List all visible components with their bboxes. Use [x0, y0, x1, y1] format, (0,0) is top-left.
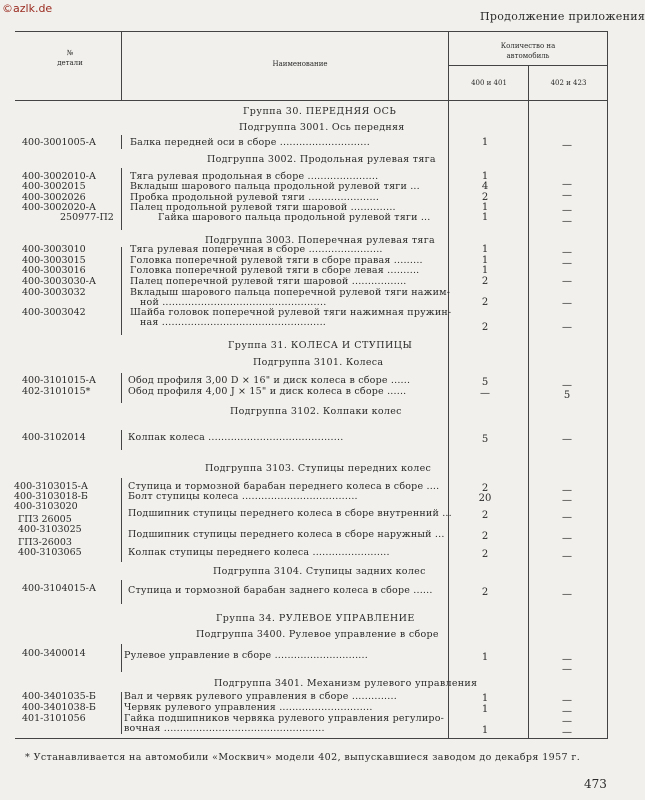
header-col-402-423: 402 и 423 [550, 79, 587, 87]
part-number: 400-3101015-А [22, 375, 97, 386]
subgroup-heading: Подгруппа 3002. Продольная рулевая тяга [207, 154, 436, 165]
part-number: ГПЗ 26005 [18, 514, 72, 525]
qty-400-401: 1 [481, 255, 489, 266]
part-number: 400-3103018-Б [14, 491, 88, 502]
part-number: 400-3103025 [18, 524, 82, 535]
part-number: 400-3003010 [22, 244, 86, 255]
qty-402-423: — [562, 695, 572, 706]
part-number: 401-3101056 [22, 713, 86, 724]
watermark: ©azlk.de [2, 2, 53, 15]
item-description: ной ................................................... [140, 297, 327, 308]
part-number: 400-3103015-А [14, 481, 89, 492]
part-number: 400-3002010-А [22, 171, 97, 182]
item-description: Подшипник ступицы переднего колеса в сборе наружный ... [128, 529, 445, 540]
part-number: 400-3001005-А [22, 137, 97, 148]
qty-400-401: 4 [481, 181, 489, 192]
part-number: 400-3003030-А [22, 276, 97, 287]
item-description: Палец поперечной рулевой тяги шаровой ................. [130, 276, 407, 287]
item-description: Ступица и тормозной барабан заднего колеса в сборе ...... [128, 585, 433, 596]
qty-402-423: — [562, 258, 572, 269]
header-name: Наименование [272, 60, 328, 68]
qty-400-401: 1 [481, 265, 489, 276]
qty-400-401: 2 [481, 322, 489, 333]
col-divider-qty [528, 65, 529, 738]
qty-402-423: — [562, 551, 572, 562]
qty-400-401: 5 [481, 377, 489, 388]
item-description: Тяга рулевая продольная в сборе ...................... [130, 171, 379, 182]
item-description: вочная .................................................. [124, 723, 325, 734]
item-bracket [121, 135, 122, 149]
item-description: Пробка продольной рулевой тяги ...................... [130, 192, 380, 203]
qty-400-401: 1 [481, 212, 489, 223]
item-description: Червяк рулевого управления ............................. [124, 702, 373, 713]
part-number: 400-3102014 [22, 432, 86, 443]
qty-402-423: — [562, 216, 572, 227]
qty-400-401: 2 [481, 549, 489, 560]
part-number: 402-3101015* [22, 386, 91, 397]
part-number: ГПЗ-26003 [18, 537, 72, 548]
qty-402-423: — [562, 380, 572, 391]
qty-402-423: — [562, 179, 572, 190]
item-bracket [121, 478, 122, 562]
qty-400-401: 2 [481, 297, 489, 308]
part-number: 400-3002015 [22, 181, 86, 192]
qty-402-423: — [562, 533, 572, 544]
part-number: 250977-П2 [60, 212, 114, 223]
qty-400-401: 1 [481, 244, 489, 255]
item-description: Вкладыш шарового пальца поперечной рулевой тяги нажим- [130, 287, 451, 298]
qty-402-423: — [562, 654, 572, 665]
group-heading: Группа 34. РУЛЕВОЕ УПРАВЛЕНИЕ [216, 613, 415, 624]
item-bracket [121, 247, 122, 335]
qty-402-423: — [562, 140, 572, 151]
qty-400-401: 1 [481, 693, 489, 704]
part-number: 400-3401038-Б [22, 702, 96, 713]
part-number: 400-3104015-А [22, 583, 97, 594]
group-heading: Группа 31. КОЛЕСА И СТУПИЦЫ [228, 340, 413, 351]
item-description: Колпак ступицы переднего колеса ........................ [128, 547, 390, 558]
part-number: 400-3003016 [22, 265, 86, 276]
qty-402-423: — [562, 322, 572, 333]
qty-400-401: 1 [481, 704, 489, 715]
qty-400-401: 2 [481, 483, 489, 494]
qty-402-423: 5 [563, 390, 571, 401]
qty-400-401: 1 [481, 652, 489, 663]
table-bottom-border [15, 738, 608, 739]
part-number: 400-3103065 [18, 547, 82, 558]
qty-400-401: 2 [481, 510, 489, 521]
table-header-bottom [15, 100, 608, 101]
subgroup-heading: Подгруппа 3103. Ступицы передних колес [205, 463, 432, 474]
part-number: 400-3401035-Б [22, 691, 96, 702]
header-col-divider-1 [121, 31, 122, 101]
item-description: Гайка шарового пальца продольной рулевой тяги ... [158, 212, 431, 223]
item-description: Гайка подшипников червяка рулевого управления регулиро- [124, 713, 445, 724]
item-description: Палец продольной рулевой тяги шаровой .............. [130, 202, 396, 213]
subgroup-heading: Подгруппа 3104. Ступицы задних колес [213, 566, 426, 577]
col-divider-name-qty [448, 31, 449, 738]
qty-400-401: 2 [481, 531, 489, 542]
qty-400-401: 2 [481, 192, 489, 203]
part-number: 400-3400014 [22, 648, 86, 659]
group-heading: Группа 30. ПЕРЕДНЯЯ ОСЬ [243, 106, 397, 117]
part-number: 400-3002020-А [22, 202, 97, 213]
subgroup-heading: Подгруппа 3101. Колеса [253, 357, 384, 368]
part-number: 400-3003015 [22, 255, 86, 266]
qty-402-423: — [562, 247, 572, 258]
item-bracket [121, 644, 122, 672]
qty-400-401: 2 [481, 587, 489, 598]
qty-402-423: — [562, 190, 572, 201]
item-description: Обод профиля 3,00 D × 16" и диск колеса в сборе ...... [128, 375, 411, 386]
part-number: 400-3002026 [22, 192, 86, 203]
qty-402-423: — [562, 664, 572, 675]
qty-402-423: — [562, 495, 572, 506]
item-description: Болт ступицы колеса .................................... [128, 491, 358, 502]
subgroup-heading: Подгруппа 3401. Механизм рулевого управления [214, 678, 478, 689]
qty-400-401: 5 [481, 434, 489, 445]
qty-400-401: 1 [481, 171, 489, 182]
qty-400-401: 2 [481, 276, 489, 287]
item-description: ная ................................................... [140, 317, 327, 328]
item-description: Ступица и тормозной барабан переднего колеса в сборе .... [128, 481, 440, 492]
item-bracket [121, 373, 122, 403]
qty-402-423: — [562, 298, 572, 309]
qty-402-423: — [562, 205, 572, 216]
item-description: Тяга рулевая поперечная в сборе ....................... [130, 244, 383, 255]
item-description: Шайба головок поперечной рулевой тяги нажимная пружин- [130, 307, 452, 318]
part-number: 400-3103020 [14, 501, 78, 512]
header-col-400-401: 400 и 401 [471, 79, 507, 87]
item-description: Рулевое управление в сборе ............................. [124, 650, 368, 661]
item-bracket [121, 430, 122, 450]
qty-402-423: — [562, 512, 572, 523]
qty-402-423: — [562, 485, 572, 496]
qty-400-401: 1 [481, 725, 489, 736]
subgroup-heading: Подгруппа 3102. Колпаки колес [230, 406, 402, 417]
table-right-border [607, 31, 608, 738]
item-description: Обод профиля 4,00 J × 15" и диск колеса в сборе ...... [128, 386, 407, 397]
item-description: Колпак колеса .......................................... [128, 432, 344, 443]
item-description: Вал и червяк рулевого управления в сборе .............. [124, 691, 397, 702]
qty-400-401: 20 [478, 493, 492, 504]
item-description: Подшипник ступицы переднего колеса в сборе внутренний ... [128, 508, 452, 519]
part-number: 400-3003042 [22, 307, 86, 318]
header-part-number: № детали [57, 49, 83, 67]
item-description: Балка передней оси в сборе ............................ [130, 137, 370, 148]
qty-402-423: — [562, 434, 572, 445]
header-quantity: Количество на автомобиль [500, 42, 556, 60]
subgroup-heading: Подгруппа 3003. Поперечная рулевая тяга [205, 235, 435, 246]
qty-402-423: — [562, 727, 572, 738]
qty-402-423: — [562, 276, 572, 287]
subgroup-heading: Подгруппа 3400. Рулевое управление в сборе [196, 629, 439, 640]
qty-402-423: — [562, 589, 572, 600]
qty-402-423: — [562, 716, 572, 727]
qty-400-401: — [480, 388, 490, 399]
item-bracket [121, 580, 122, 604]
item-description: Вкладыш шарового пальца продольной рулевой тяги ... [130, 181, 420, 192]
qty-402-423: — [562, 706, 572, 717]
item-bracket [121, 168, 122, 230]
footnote: * Устанавливается на автомобили «Москвич» модели 402, выпускавшиеся заводом до декабря 1957 г. [25, 752, 581, 763]
part-number: 400-3003032 [22, 287, 86, 298]
table-top-border [15, 31, 608, 32]
continuation-label: Продолжение приложения [480, 10, 645, 23]
page-number: 473 [584, 777, 607, 791]
item-bracket [121, 692, 122, 734]
item-description: Головка поперечной рулевой тяги в сборе правая ......... [130, 255, 423, 266]
item-description: Головка поперечной рулевой тяги в сборе левая .......... [130, 265, 420, 276]
qty-400-401: 1 [481, 137, 489, 148]
subgroup-heading: Подгруппа 3001. Ось передняя [239, 122, 405, 133]
qty-400-401: 1 [481, 202, 489, 213]
